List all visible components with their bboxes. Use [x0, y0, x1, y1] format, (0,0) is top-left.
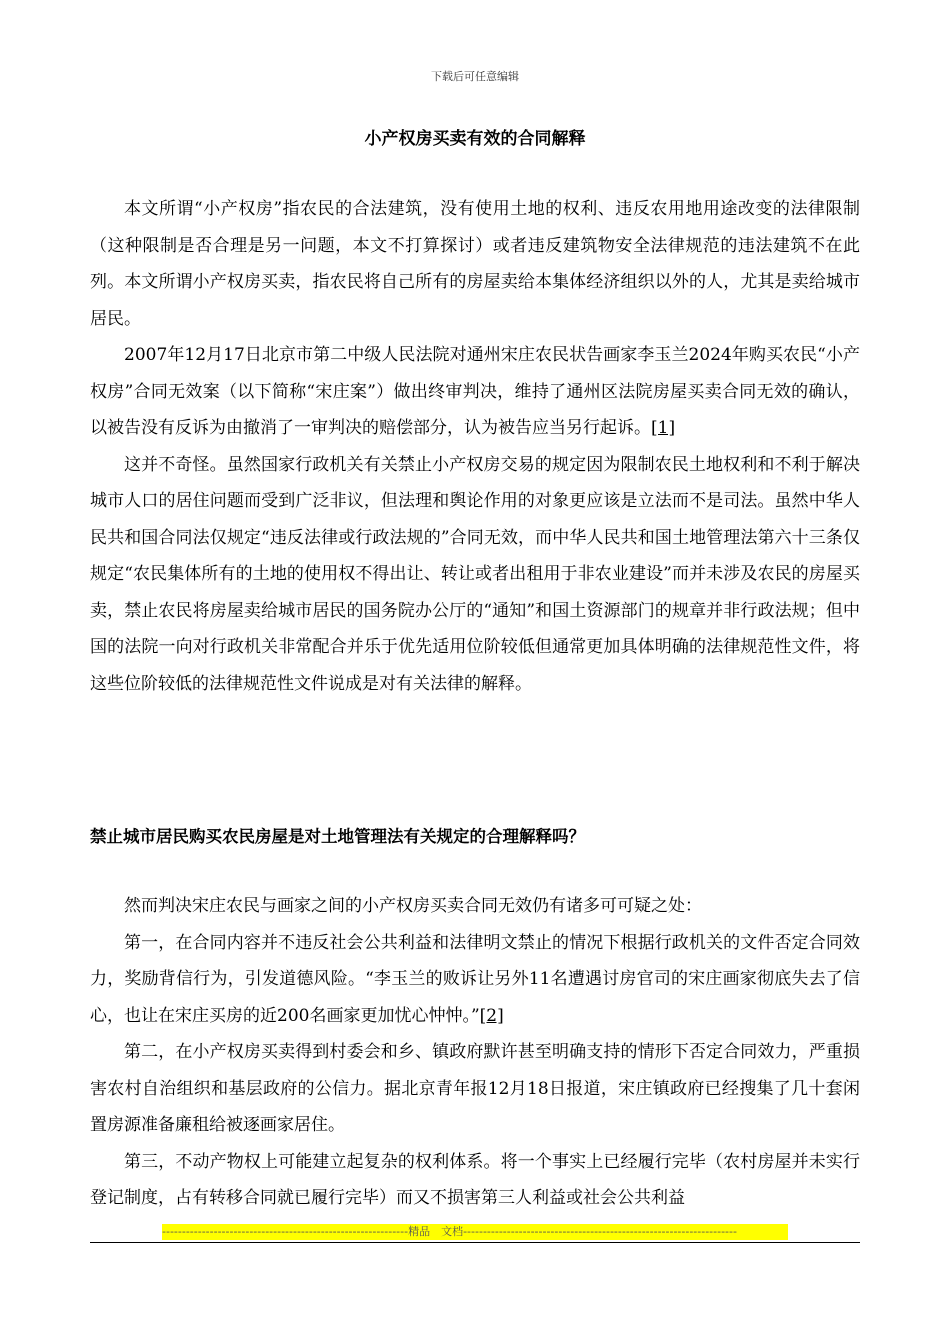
paragraph: 这并不奇怪。虽然国家行政机关有关禁止小产权房交易的规定因为限制农民土地权利和不利于解决城市人口的居住问题而受到广泛非议，但法理和舆论作用的对象更应该是立法而不是司法。虽然中华人民共和国合同法仅规定“违反法律或行政法规的”合同无效，而中华人民共和国土地管理法第六十三条仅规定“农民集体所有的土地的使用权不得出让、转让或者出租用于非农业建设”而并未涉及农民的房屋买卖，禁止农民将房屋卖给城市居民的国务院办公厅的“通知”和国土资源部门的规章并非行政法规；但中国的法院一向对行政机关非常配合并乐于优先适用位阶较低但通常更加具体明确的法律规范性文件，将这些位阶较低的法律规范性文件说成是对有关法律的解释。: [90, 454, 860, 694]
section-1-body: [90, 191, 860, 702]
paragraph-text: 2007年12月17日北京市第二中级人民法院对通州宋庄农民状告画家李玉兰2024年购买农民“小产权房”合同无效案（以下简称“宋庄案”）做出终审判决，维持了通州区法院房屋买卖合同无效的确认，以被告没有反诉为由撤消了一审判决的赔偿部分，认为被告应当另行起诉。: [90, 345, 860, 438]
paragraph: 本文所谓“小产权房”指农民的合法建筑，没有使用土地的权利、违反农用地用途改变的法律限制（这种限制是否合理是另一问题，本文不打算探讨）或者违反建筑物安全法律规范的违法建筑不在此列。本文所谓小产权房买卖，指农民将自己所有的房屋卖给本集体经济组织以外的人，尤其是卖给城市居民。: [90, 199, 860, 329]
paragraph-text: 第一，在合同内容并不违反社会公共利益和法律明文禁止的情况下根据行政机关的文件否定合同效力，奖励背信行为，引发道德风险。“李玉兰的败诉让另外11名遭遇讨房官司的宋庄画家彻底失去了信心，也让在宋庄买房的近200名画家更加忧心忡忡。”: [90, 932, 860, 1026]
paragraph: 第二，在小产权房买卖得到村委会和乡、镇政府默许甚至明确支持的情形下否定合同效力，严重损害农村自治组织和基层政府的公信力。据北京青年报12月18日报道，宋庄镇政府已经搜集了几十套闲置房源准备廉租给被逐画家居住。: [90, 1042, 860, 1135]
section-2-body: [90, 888, 860, 1217]
paragraph: 第三，不动产物权上可能建立起复杂的权利体系。将一个事实上已经履行完毕（农村房屋并未实行登记制度，占有转移合同就已履行完毕）而又不损害第三人利益或社会公共利益: [90, 1151, 860, 1208]
header-note: 下载后可任意编辑: [431, 70, 519, 83]
paragraph: [90, 925, 860, 1035]
footnote-link[interactable]: [2]: [479, 1005, 504, 1026]
footnote-link[interactable]: [1]: [651, 418, 676, 438]
paragraph: [90, 337, 860, 447]
footer-banner: --------------------------------------------------------------精品 文档---------------------------------------------------------------------: [162, 1224, 788, 1240]
paragraph: 然而判决宋庄农民与画家之间的小产权房买卖合同无效仍有诸多可可疑之处：: [124, 896, 702, 916]
section-heading: 禁止城市居民购买农民房屋是对土地管理法有关规定的合理解释吗？: [90, 827, 585, 846]
footer-divider: [90, 1242, 860, 1243]
document-title: 小产权房买卖有效的合同解释: [364, 129, 586, 149]
